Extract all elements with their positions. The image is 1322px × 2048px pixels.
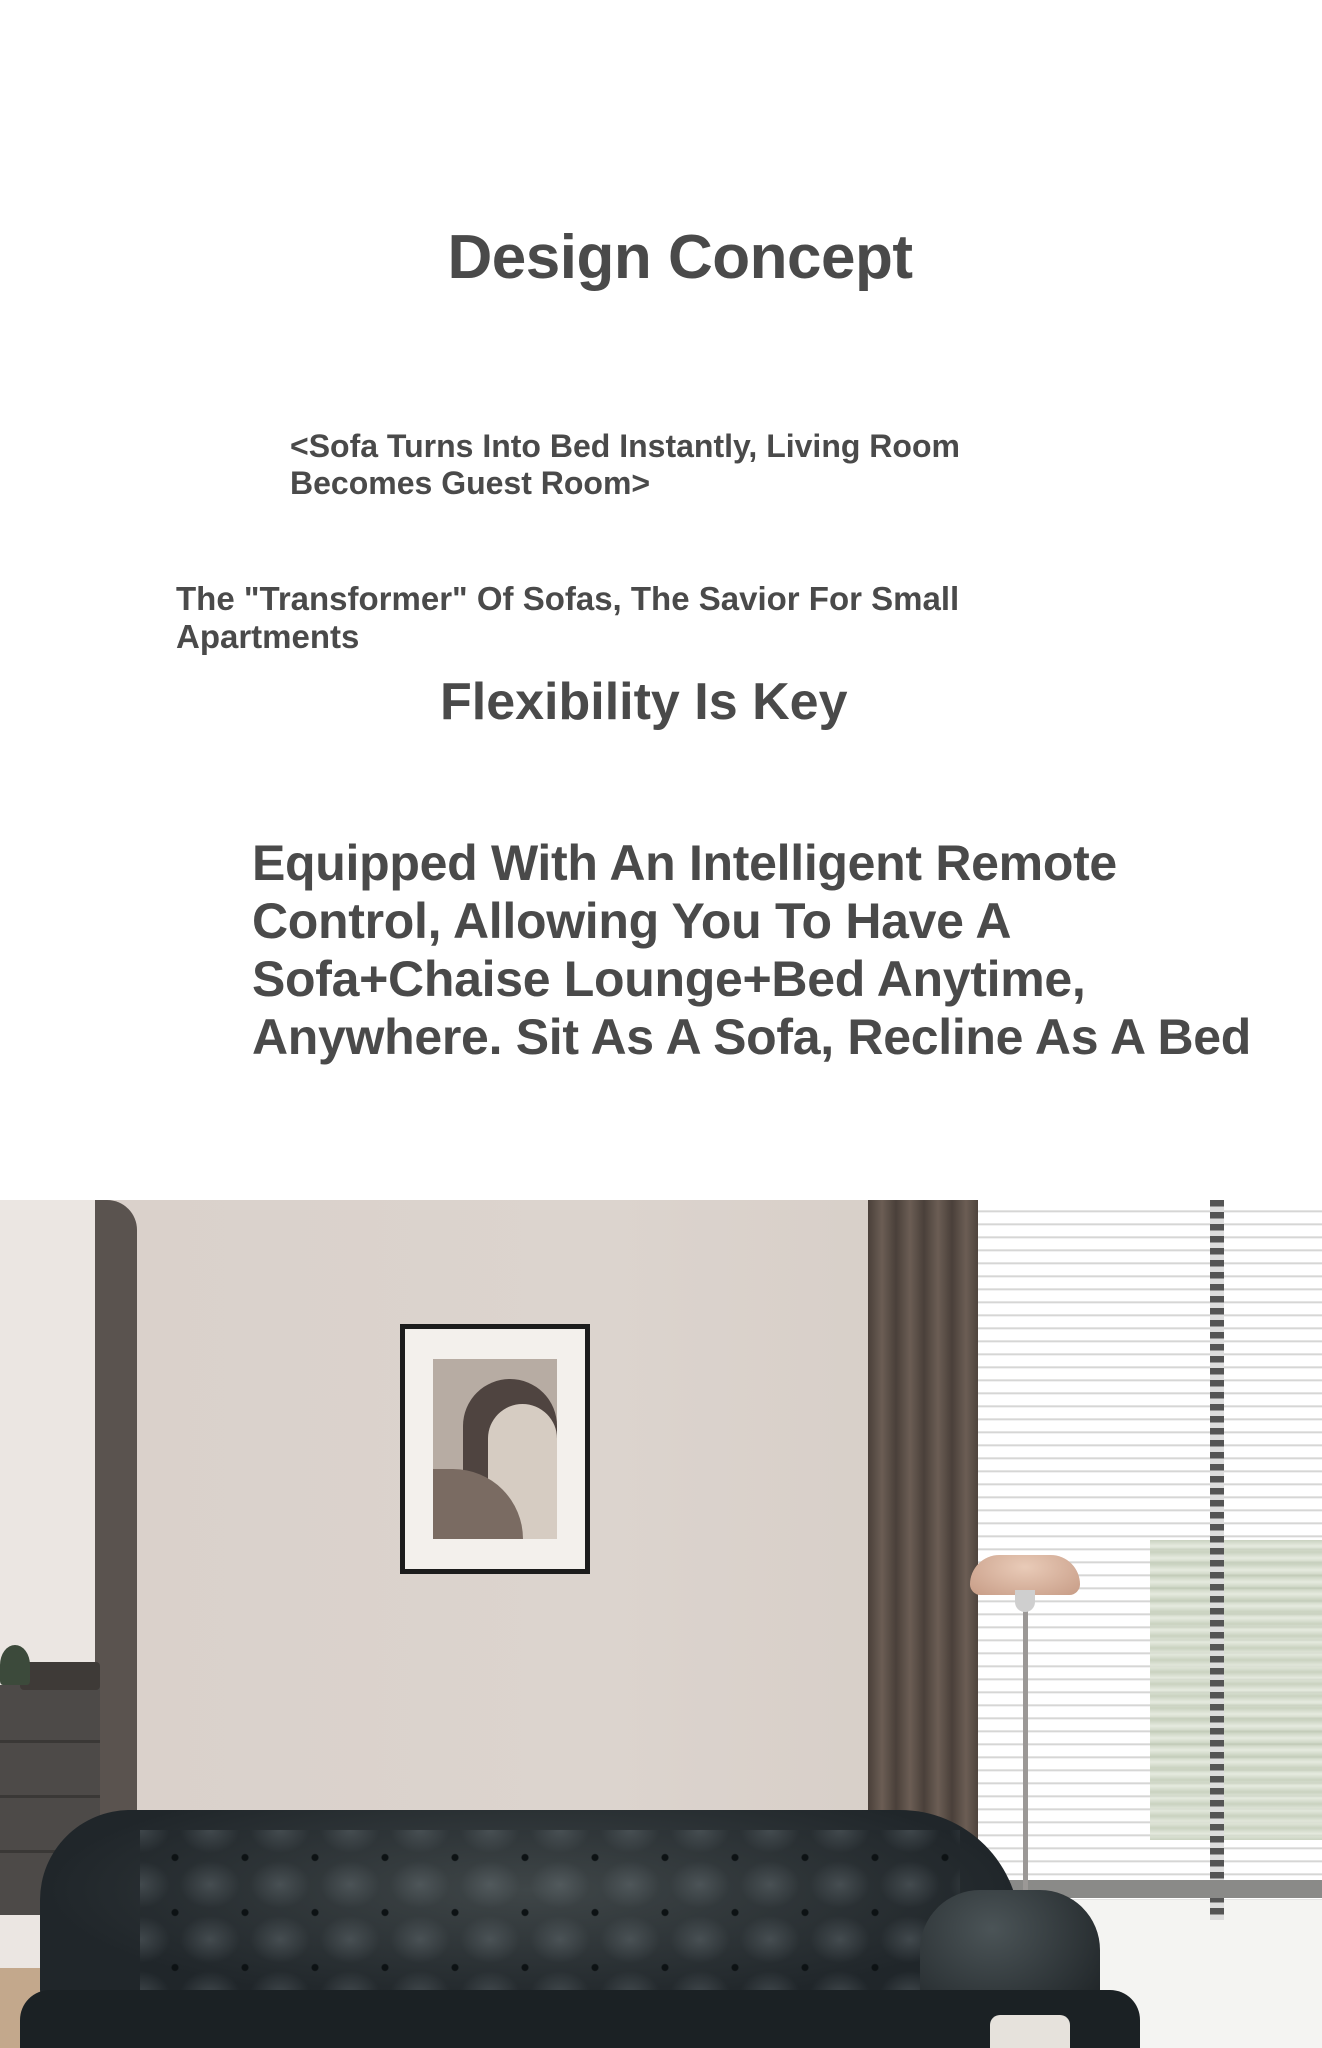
feature-heading: Flexibility Is Key (440, 673, 848, 731)
outdoor-greenery (1150, 1540, 1322, 1840)
description-text: Equipped With An Intelligent Remote Control, Allowing You To Have A Sofa+Chaise Lounge+Bed Anytime, Anywhere. Sit As A Sofa, Recline As A Bed (252, 835, 1252, 1065)
floor-lamp-shade (970, 1555, 1080, 1595)
pillow (990, 2015, 1070, 2048)
floor-lamp-bulb (1015, 1590, 1035, 1612)
window-post (1210, 1200, 1224, 1920)
page-title: Design Concept (447, 223, 913, 292)
subtitle-text: <Sofa Turns Into Bed Instantly, Living Room Becomes Guest Room> (290, 428, 960, 501)
living-room-photo (0, 1200, 1322, 2048)
plant (0, 1645, 30, 1685)
radio (20, 1662, 100, 1690)
sofa-seat (20, 1990, 1140, 2048)
sofa-tufting (140, 1830, 960, 1990)
tagline-text: The "Transformer" Of Sofas, The Savior For Small Apartments (176, 580, 960, 655)
artwork-print (433, 1359, 557, 1539)
framed-artwork (400, 1324, 590, 1574)
cabinet-drawers (0, 1740, 100, 1743)
